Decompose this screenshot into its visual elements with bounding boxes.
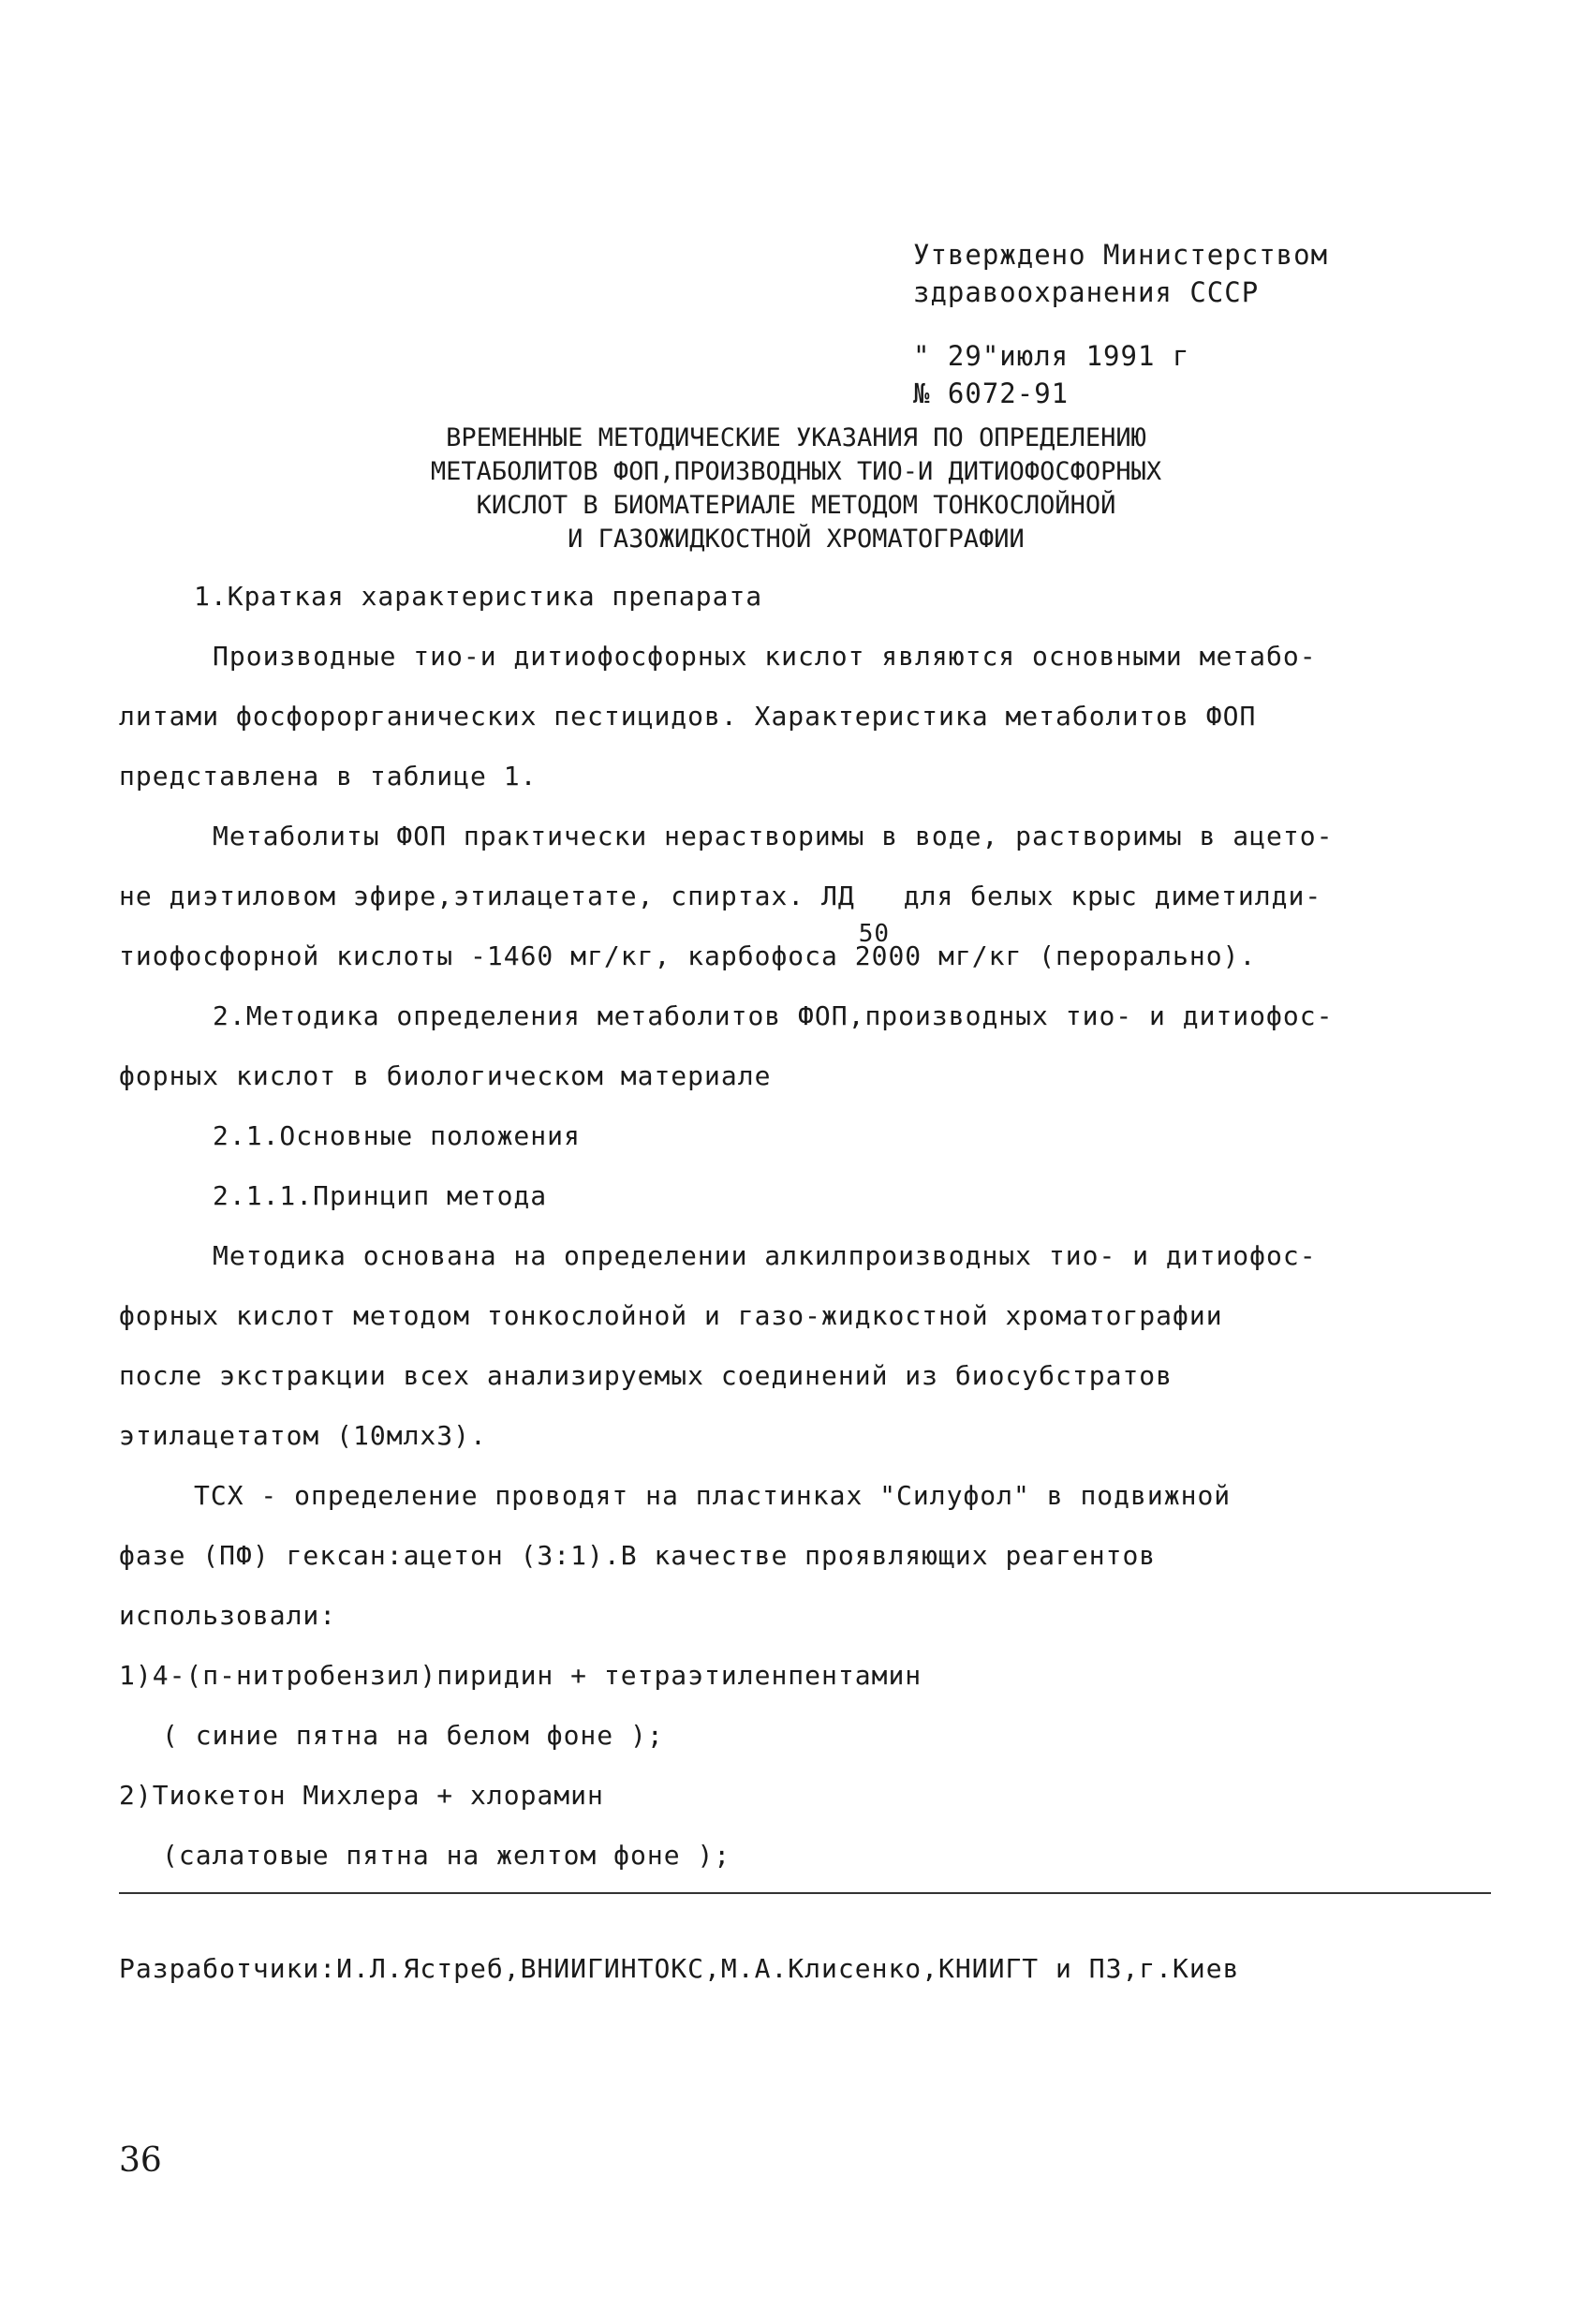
paragraph-4-line-2: фазе (ПФ) гексан:ацетон (3:1).В качестве проявляющих реагентов: [119, 1540, 1157, 1571]
approval-line-1: Утверждено Министерством: [913, 239, 1329, 271]
section-2-line-1: 2.Методика определения метаболитов ФОП,производных тио- и дитиофос-: [213, 1000, 1334, 1031]
paragraph-3-line-1: Методика основана на определении алкилпроизводных тио- и дитиофос-: [213, 1240, 1317, 1271]
section-2-1-1-heading: 2.1.1.Принцип метода: [213, 1180, 548, 1211]
paragraph-3-line-4: этилацетатом (10млх3).: [119, 1420, 487, 1451]
reagent-item-2: 2)Тиокетон Михлера + хлорамин: [119, 1780, 604, 1811]
title-line-4: И ГАЗОЖИДКОСТНОЙ ХРОМАТОГРАФИИ: [568, 525, 1025, 554]
approval-date: " 29"июля 1991 г: [913, 340, 1190, 372]
paragraph-2-line-2-part-a: не диэтиловом эфире,этилацетате, спиртах. ЛД: [119, 881, 855, 911]
title-line-2: МЕТАБОЛИТОВ ФОП,ПРОИЗВОДНЫХ ТИО-И ДИТИОФОСФОРНЫХ: [430, 457, 1162, 486]
page-number: 36: [119, 2141, 162, 2180]
approval-number: № 6072-91: [913, 377, 1070, 409]
paragraph-2-line-2-part-b: для белых крыс диметилди-: [903, 881, 1322, 911]
paragraph-2-line-3: тиофосфорной кислоты -1460 мг/кг, карбофоса 2000 мг/кг (перорально).: [119, 940, 1257, 971]
paragraph-1-line-2: литами фосфорорганических пестицидов. Характеристика метаболитов ФОП: [119, 701, 1257, 732]
section-2-1-heading: 2.1.Основные положения: [213, 1120, 581, 1151]
paragraph-3-line-3: после экстракции всех анализируемых соединений из биосубстратов: [119, 1360, 1173, 1391]
reagent-item-1: 1)4-(п-нитробензил)пиридин + тетраэтиленпентамин: [119, 1660, 922, 1691]
paragraph-2-line-2: [119, 866, 1468, 948]
document-body: [119, 567, 1468, 1886]
reagent-item-1-note: ( синие пятна на белом фоне );: [162, 1720, 664, 1751]
document-title: [281, 422, 1311, 556]
paragraph-1-line-3: представлена в таблице 1.: [119, 761, 538, 792]
reagent-item-2-note: (салатовые пятна на желтом фоне );: [162, 1840, 731, 1871]
approval-line-2: здравоохранения СССР: [913, 276, 1260, 308]
developers-note: Разработчики:И.Л.Ястреб,ВНИИГИНТОКС,М.А.Клисенко,КНИИГТ и ПЗ,г.Киев: [119, 1953, 1240, 1984]
title-line-1: ВРЕМЕННЫЕ МЕТОДИЧЕСКИЕ УКАЗАНИЯ ПО ОПРЕДЕЛЕНИЮ: [446, 423, 1146, 452]
paragraph-1-line-1: Производные тио-и дитиофосфорных кислот являются основными метабо-: [213, 641, 1317, 672]
approval-block: [913, 236, 1328, 412]
section-2-line-2: форных кислот в биологическом материале: [119, 1060, 772, 1091]
title-line-3: КИСЛОТ В БИОМАТЕРИАЛЕ МЕТОДОМ ТОНКОСЛОЙНОЙ: [476, 491, 1116, 520]
paragraph-4-line-3: использовали:: [119, 1600, 337, 1631]
ld50-subscript: 50: [858, 920, 891, 948]
paragraph-3-line-2: форных кислот методом тонкослойной и газо-жидкостной хроматографии: [119, 1300, 1223, 1331]
section-1-heading: 1.Краткая характеристика препарата: [194, 581, 763, 612]
footnote-divider: [119, 1892, 1491, 1894]
paragraph-4-line-1: ТСХ - определение проводят на пластинках "Силуфол" в подвижной: [194, 1480, 1232, 1511]
paragraph-2-line-1: Метаболиты ФОП практически нерастворимы в воде, растворимы в ацето-: [213, 821, 1334, 851]
